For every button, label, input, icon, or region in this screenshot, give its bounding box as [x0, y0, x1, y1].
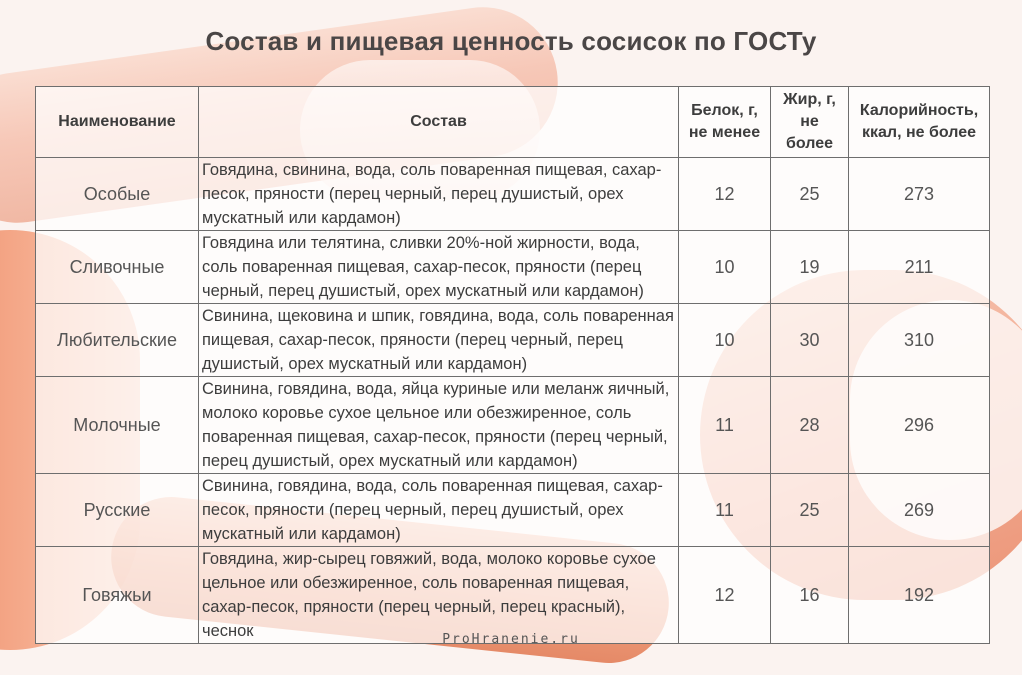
- table-header-row: [36, 87, 990, 158]
- header-name: Наименование: [36, 87, 199, 158]
- row-calories: 211: [849, 231, 990, 304]
- row-protein: 12: [679, 158, 771, 231]
- row-fat: 19: [771, 231, 849, 304]
- row-name: Особые: [36, 158, 199, 231]
- table-row: [36, 474, 990, 547]
- table-row: [36, 547, 990, 644]
- row-calories: 310: [849, 304, 990, 377]
- row-name: Русские: [36, 474, 199, 547]
- row-protein: 11: [679, 377, 771, 474]
- row-calories: 269: [849, 474, 990, 547]
- row-protein: 10: [679, 304, 771, 377]
- table-row: [36, 377, 990, 474]
- row-composition: Говядина, жир-сырец говяжий, вода, молоко коровье сухое цельное или обезжиренное, соль поваренная пищевая, сахар-песок, пряности (перец черный, перец красный), чеснок: [199, 547, 679, 644]
- row-fat: 28: [771, 377, 849, 474]
- row-fat: 25: [771, 158, 849, 231]
- nutrition-table: [35, 86, 990, 644]
- row-composition: Говядина или телятина, сливки 20%-ной жирности, вода, соль поваренная пищевая, сахар-песок, пряности (перец черный, перец душистый, орех мускатный или кардамон): [199, 231, 679, 304]
- row-fat: 16: [771, 547, 849, 644]
- row-calories: 273: [849, 158, 990, 231]
- row-name: Любительские: [36, 304, 199, 377]
- row-calories: 192: [849, 547, 990, 644]
- table-row: [36, 304, 990, 377]
- table-row: [36, 158, 990, 231]
- header-fat: Жир, г, не более: [771, 87, 849, 158]
- row-protein: 11: [679, 474, 771, 547]
- table-row: [36, 231, 990, 304]
- row-composition: Свинина, говядина, вода, соль поваренная пищевая, сахар-песок, пряности (перец черный, перец душистый, орех мускатный или кардамон): [199, 474, 679, 547]
- page-title: Состав и пищевая ценность сосисок по ГОСТу: [205, 26, 817, 56]
- row-fat: 25: [771, 474, 849, 547]
- row-name: Молочные: [36, 377, 199, 474]
- row-fat: 30: [771, 304, 849, 377]
- header-calories: Калорийность, ккал, не более: [849, 87, 990, 158]
- row-composition: Свинина, щековина и шпик, говядина, вода, соль поваренная пищевая, сахар-песок, пряности (перец черный, перец душистый, орех мускатный или кардамон): [199, 304, 679, 377]
- row-calories: 296: [849, 377, 990, 474]
- row-name: Сливочные: [36, 231, 199, 304]
- row-protein: 12: [679, 547, 771, 644]
- row-name: Говяжьи: [36, 547, 199, 644]
- row-composition: Свинина, говядина, вода, яйца куриные или меланж яичный, молоко коровье сухое цельное или обезжиренное, соль поваренная пищевая, сахар-песок, пряности (перец черный, перец душистый, орех мускатный или кардамон): [199, 377, 679, 474]
- footer-watermark: ProHranenie.ru: [442, 632, 580, 647]
- header-composition: Состав: [199, 87, 679, 158]
- header-protein: Белок, г, не менее: [679, 87, 771, 158]
- row-composition: Говядина, свинина, вода, соль поваренная пищевая, сахар-песок, пряности (перец черный, перец душистый, орех мускатный или кардамон): [199, 158, 679, 231]
- row-protein: 10: [679, 231, 771, 304]
